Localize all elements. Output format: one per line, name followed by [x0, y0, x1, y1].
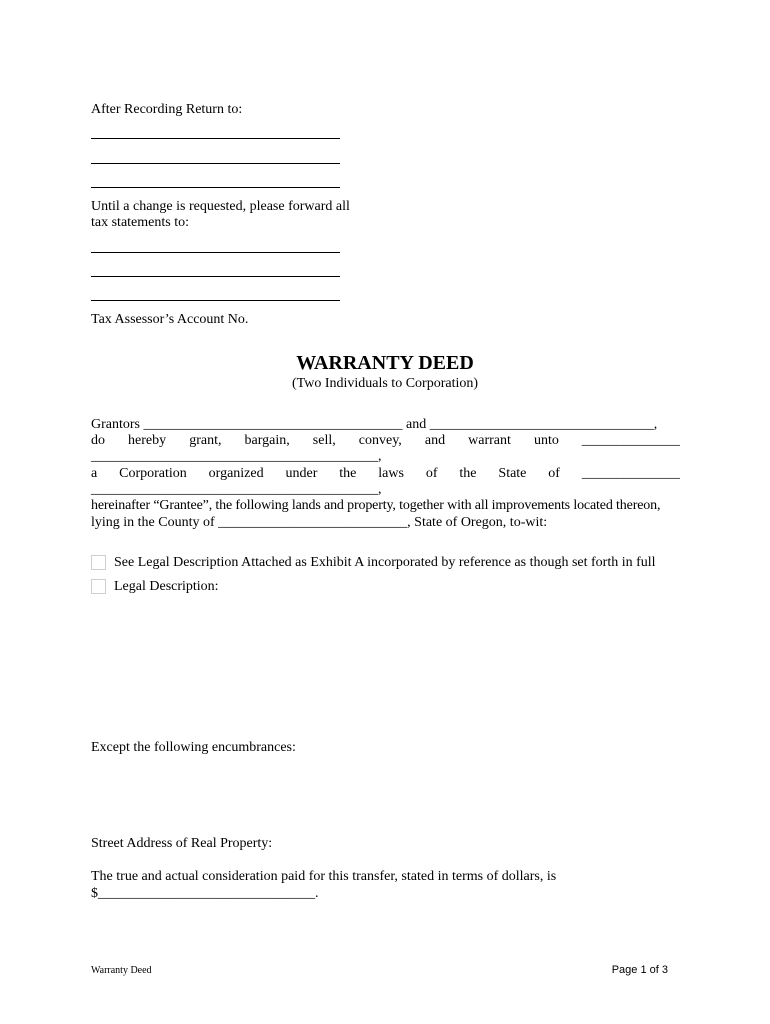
word: of	[425, 466, 438, 481]
return-address-line-1[interactable]	[91, 138, 340, 139]
tax-assessor-label: Tax Assessor’s Account No.	[91, 312, 249, 327]
county-line: lying in the County of ___________________________, State of Oregon, to-wit:	[91, 515, 548, 530]
return-address-line-2[interactable]	[91, 163, 340, 164]
hereinafter-line: hereinafter “Grantee”, the following lands and property, together with all improvements located thereon,	[91, 498, 661, 513]
word: the	[339, 466, 357, 481]
legal-description-checkbox[interactable]	[91, 579, 106, 594]
page-title: WARRANTY DEED	[296, 352, 474, 374]
word: State	[498, 466, 527, 481]
tax-address-line-3[interactable]	[91, 300, 340, 301]
legal-description-label: Legal Description:	[114, 579, 219, 594]
exhibit-a-checkbox[interactable]	[91, 555, 106, 570]
page-number: Page 1 of 3	[611, 964, 668, 976]
word: sell,	[312, 433, 336, 448]
state-blank[interactable]: ______________	[581, 466, 680, 481]
state-name-blank[interactable]: _________________________________________,	[91, 482, 382, 497]
consideration-amount-blank[interactable]: $_______________________________.	[91, 886, 319, 901]
grantee-blank[interactable]: ______________	[581, 433, 680, 448]
word: laws	[378, 466, 404, 481]
street-address-label: Street Address of Real Property:	[91, 836, 273, 851]
page-subtitle: (Two Individuals to Corporation)	[291, 376, 479, 391]
word: bargain,	[244, 433, 290, 448]
corporation-line	[91, 466, 680, 482]
word: hereby	[128, 433, 167, 448]
word: under	[285, 466, 318, 481]
encumbrances-label: Except the following encumbrances:	[91, 740, 296, 755]
word: do	[91, 433, 105, 448]
tax-forward-label-1: Until a change is requested, please forward all	[91, 199, 350, 214]
tax-address-line-1[interactable]	[91, 252, 340, 253]
return-address-line-3[interactable]	[91, 187, 340, 188]
word: grant,	[189, 433, 222, 448]
word: Corporation	[119, 466, 187, 481]
grantors-line: Grantors _____________________________________ and ________________________________,	[91, 417, 658, 432]
word: unto	[533, 433, 559, 448]
word: organized	[208, 466, 264, 481]
word: a	[91, 466, 98, 481]
grantee-name-blank[interactable]: _________________________________________,	[91, 449, 382, 464]
word: warrant	[468, 433, 511, 448]
word: and	[424, 433, 446, 448]
word: convey,	[358, 433, 402, 448]
tax-address-line-2[interactable]	[91, 276, 340, 277]
exhibit-a-label: See Legal Description Attached as Exhibit A incorporated by reference as though set forth in full	[114, 555, 656, 570]
word: of	[548, 466, 560, 481]
consideration-text: The true and actual consideration paid for this transfer, stated in terms of dollars, is	[91, 869, 557, 884]
do-hereby-line	[91, 433, 680, 449]
tax-forward-label-2: tax statements to:	[91, 215, 189, 230]
footer-doc-title: Warranty Deed	[91, 965, 152, 976]
word: the	[459, 466, 477, 481]
return-label: After Recording Return to:	[91, 102, 243, 117]
